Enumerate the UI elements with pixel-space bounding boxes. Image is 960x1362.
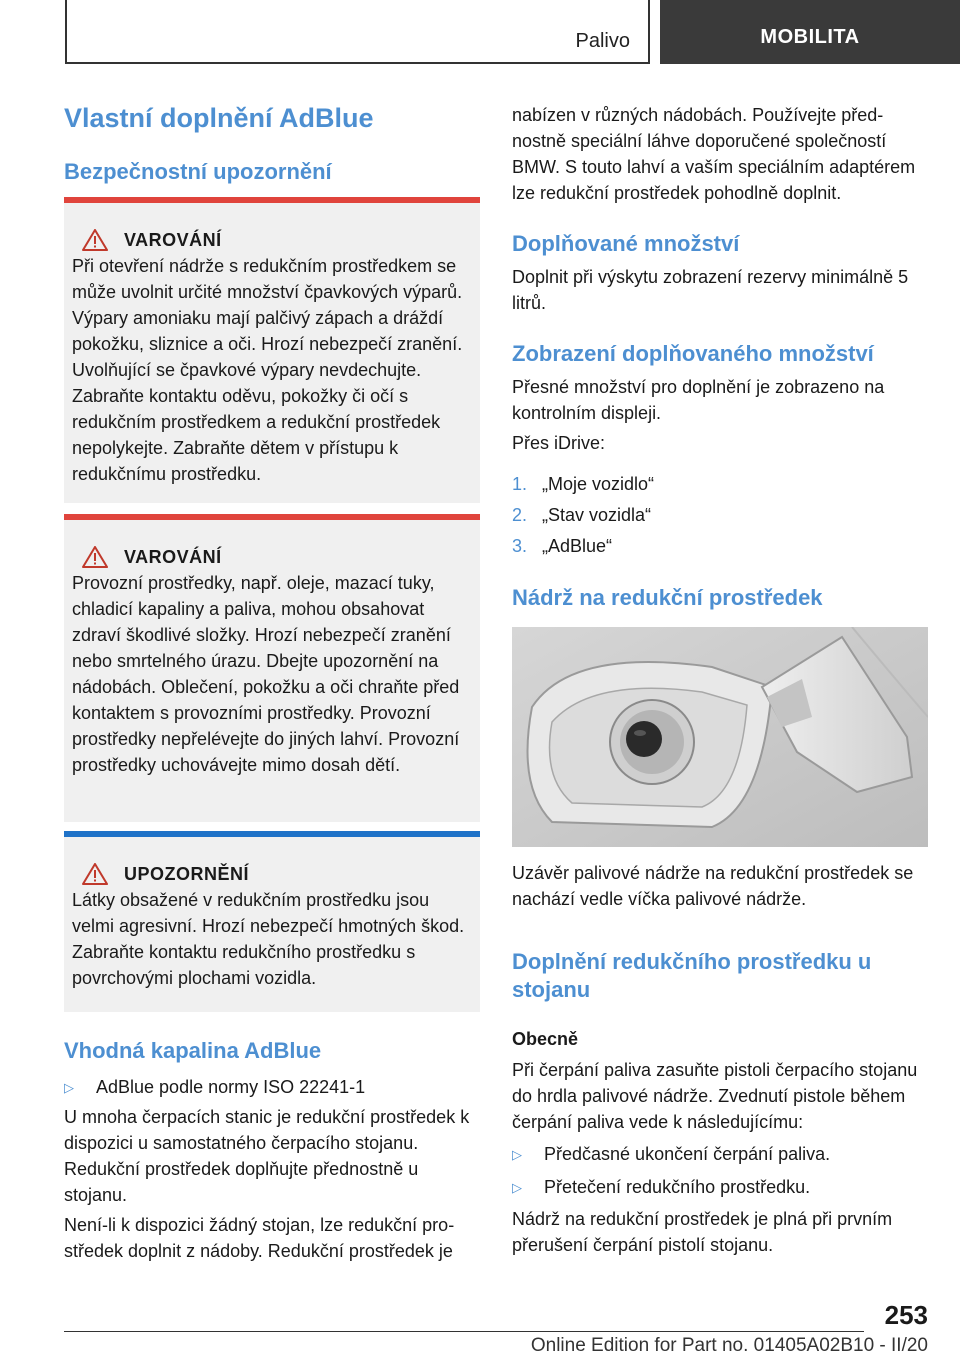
pump-heading: Doplnění redukčního prostředku u stojanu [512,949,872,1002]
list-item-text: Přetečení redukčního prostředku. [544,1177,811,1197]
warning-title: VAROVÁNÍ [124,546,222,567]
notice-box [64,831,480,1012]
paragraph: nabízen v různých nádobách. Používejte přednostně speciální láhve doporučené společností BMW. S touto lahví a vaším speciálním adaptérem lze redukční prostředek pohodlně doplnit. [512,105,916,203]
list-item [512,471,654,497]
warning-title: VAROVÁNÍ [124,229,222,250]
tank-heading: Nádrž na redukční prostředek [512,585,823,610]
paragraph: U mnoha čerpacích stanic je redukční prostředek k dispozici u samostatného čerpacího stojanu. Redukční prostředek doplňujte přednostně u stojanu. [64,1107,470,1205]
notice-text: Látky obsažené v redukčním prostředku jsou velmi agresivní. Hrozí nebezpečí hmotných škod. Zabraňte kontaktu redukčního prostředku s povrchovými plochami vozidla. [72,890,465,988]
warning-text: Provozní prostředky, např. oleje, mazací tuky, chladicí kapaliny a paliva, mohou obsahovat zdraví škodlivé složky. Hrozí nebezpečí zranění nebo smrtelného úrazu. Dbejte upozornění na nádobách. Oblečení, pokožku a oči chraňte před kontaktem s provozními prostředky. Provozní prostředky nepřelévejte do jiných lahví. Provozní prostředky uchovávejte mimo dosah dětí. [72,573,460,775]
step-number: 3. [512,536,528,556]
warning-box [64,514,480,822]
header-section-title: Palivo [575,30,630,52]
header-frame [65,0,650,64]
quantity-heading: Doplňované množství [512,231,740,256]
step-text: „AdBlue“ [542,536,613,556]
paragraph: Není-li k dispozici žádný stojan, lze redukční prostředek doplnit z nádoby. Redukční prostředek je [64,1215,455,1261]
warning-triangle-icon [82,546,108,568]
warning-triangle-icon [82,863,108,885]
step-text: „Stav vozidla“ [542,505,652,525]
display-heading: Zobrazení doplňovaného množství [512,341,874,366]
paragraph: Přes iDrive: [512,433,606,453]
triangle-bullet-icon: ▷ [64,1080,74,1095]
warning-triangle-icon [82,229,108,251]
list-item-text: AdBlue podle normy ISO 22241-1 [96,1077,366,1097]
page-number: 253 [884,1300,928,1330]
footer-divider [64,1331,864,1332]
triangle-bullet-icon: ▷ [512,1180,522,1195]
list-item [512,502,651,528]
header-chapter-tab[interactable]: MOBILITA [660,0,960,64]
warning-text: Při otevření nádrže s redukčním prostředkem se může uvolnit určité množství čpavkových výparů. Výpary amoniaku mají palčivý zápach a dráždí pokožku, sliznice a oči. Hrozí nebezpečí zranění. Uvolňující se čpavkové výpary nevdechujte. Zabraňte kontaktu oděvu, pokožky či očí s redukčním prostředkem a redukční prostředek nepolykejte. Zabraňte dětem v přístupu k redukčnímu prostředku. [72,256,463,484]
list-item [512,1174,928,1201]
warning-box [64,197,480,503]
list-item-text: Předčasné ukončení čerpání paliva. [544,1144,831,1164]
list-item [64,1074,480,1101]
step-text: „Moje vozidlo“ [542,474,655,494]
adblue-cap-illustration [512,627,928,847]
paragraph: Při čerpání paliva zasuňte pistoli čerpacího stojanu do hrdla palivové nádrže. Zvednutí pistole během čerpání paliva vede k následujícímu: [512,1060,918,1132]
paragraph: Nádrž na redukční prostředek je plná při prvním přerušení čerpání pistolí stojanu. [512,1209,893,1255]
triangle-bullet-icon: ▷ [512,1147,522,1162]
fluid-heading: Vhodná kapalina AdBlue [64,1038,322,1063]
notice-title: UPOZORNĚNÍ [124,863,250,884]
paragraph: Doplnit při výskytu zobrazení rezervy minimálně 5 litrů. [512,267,909,313]
page-title: Vlastní doplnění AdBlue [64,103,374,133]
edition-note: Online Edition for Part no. 01405A02B10 - II/20 [530,1335,928,1356]
general-heading: Obecně [512,1029,579,1049]
paragraph: Přesné množství pro doplnění je zobrazeno na kontrolním displeji. [512,377,885,423]
list-item [512,533,612,559]
figure-caption: Uzávěr palivové nádrže na redukční prostředek se nachází vedle víčka palivové nádrže. [512,863,914,909]
step-number: 2. [512,505,528,525]
step-number: 1. [512,474,528,494]
safety-heading: Bezpečnostní upozornění [64,159,332,184]
list-item [512,1141,928,1168]
